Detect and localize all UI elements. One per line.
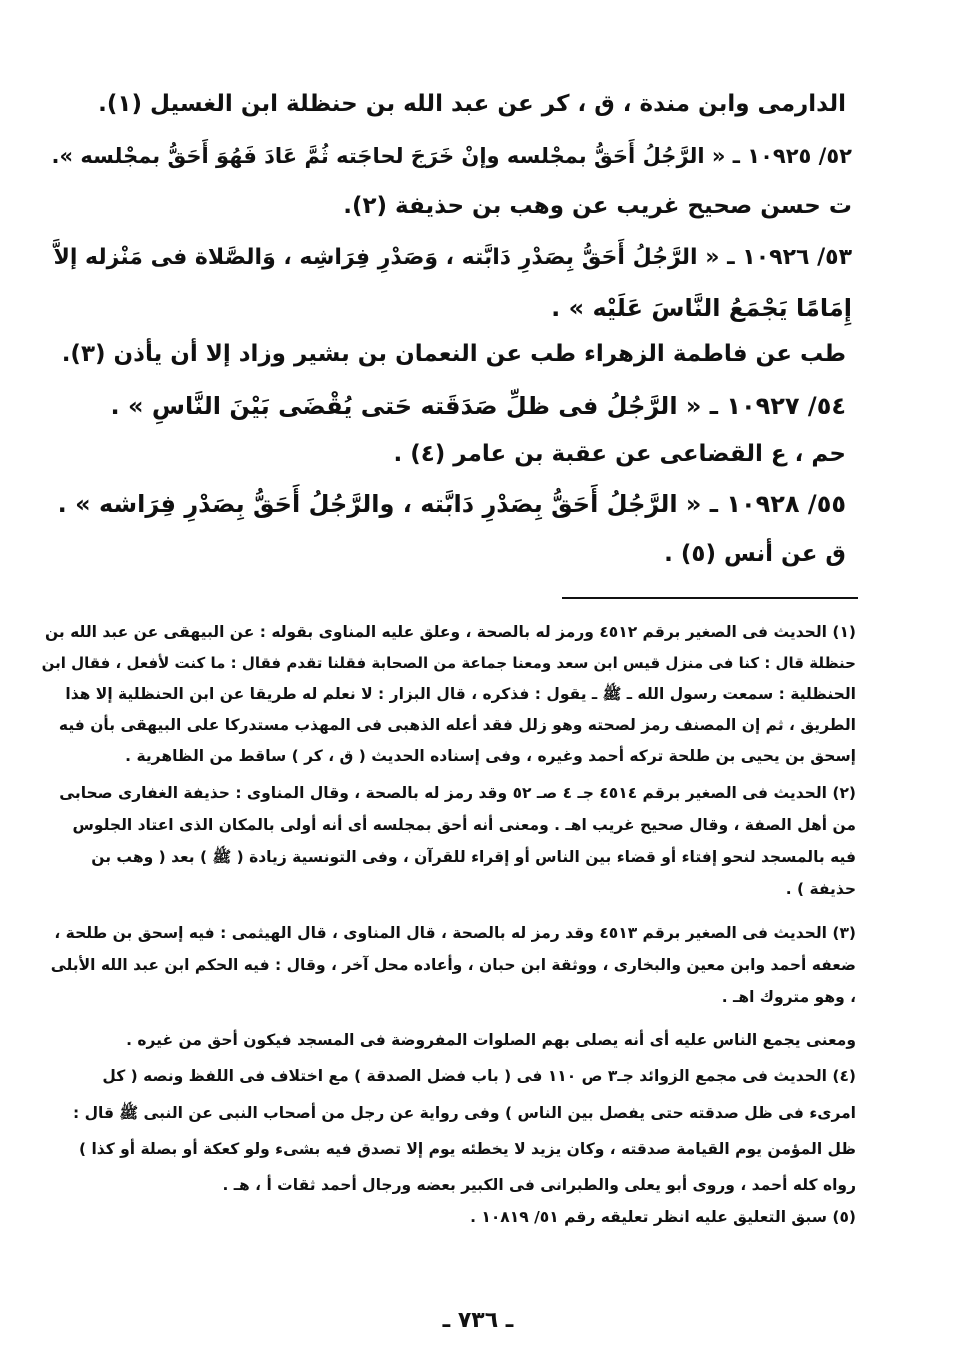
hadith-10926-cont: إِمَامًا يَجْمَعُ النَّاسَ عَلَيْه » . <box>551 294 852 322</box>
hadith-10928: ٥٥/ ١٠٩٢٨ ـ « الرَّجُلُ أَحَقُّ بِصَدْرِ دَابَّته ، والرَّجُلُ أَحَقُّ بِصَدْرِ فِرَاشه » . <box>57 490 846 518</box>
footnote-1-line-3: الحنظلية : سمعت رسول الله ـ ﷺ ـ يقول : فذكره ، قال البزار : لا نعلم له طريقا عن ابن الحنظلية إلا هذا <box>65 685 856 703</box>
footnote-4-line-4: رواه كله أحمد ، وروى أبو يعلى والطبرانى فى الكبير بعضه ورجال أحمد ثقات أ ، هـ . <box>222 1176 856 1194</box>
footnote-3-note: ومعنى يجمع الناس عليه أى أنه يصلى بهم الصلوات المفروضة فى المسجد فيكون أحق من غيره . <box>126 1031 856 1049</box>
footnote-2-line-3: فيه بالمسجد لنحو إفتاء أو قضاء بين الناس أو إقراء للقرآن ، وفى التونسية زيادة ( ﷺ ) بعد ( وهب بن <box>91 848 856 866</box>
footnote-1-line-2: حنظلة قال : كنا فى منزل قيس ابن سعد ومعنا جماعة من الصحابة فقلنا تقدم فقال : ما كنت لأفعل ، فقال ابن <box>41 654 856 672</box>
footnote-1-line-4: الطريق ، ثم إن المصنف رمز لصحته وهو زلل فقد أعله الذهبى فى المهذب مستدركا على البيهقى بأن فيه <box>58 716 856 734</box>
footnote-divider <box>562 597 858 599</box>
hadith-10926: ٥٣/ ١٠٩٢٦ ـ « الرَّجُلُ أَحَقُّ بِصَدْرِ دَابَّته ، وَصَدْرِ فِرَاشِه ، وَالصَّلاة فى مَنْزله إلاَّ <box>53 245 852 270</box>
main-line-3: ت حسن صحيح غريب عن وهب بن حذيفة (٢). <box>343 193 852 219</box>
footnote-1-line-5: إسحق بن يحيى بن طلحة تركه أحمد وغيره ، وفى إسناده الحديث ( ق ، كر ) ساقط من الظاهرية . <box>125 747 856 765</box>
footnote-2-line-1: (٢) الحديث فى الصغير برقم ٤٥١٤ جـ ٤ صـ ٥٢ وقد رمز له بالصحة ، وقال المناوى : حذيفة الغفارى صحابى <box>59 784 856 802</box>
footnote-1-line-1: (١) الحديث فى الصغير برقم ٤٥١٢ ورمز له بالصحة ، وعلق عليه المناوى بقوله : عن البيهقى عن عبد الله بن <box>44 623 856 641</box>
footnote-5: (٥) سبق التعليق عليه انظر تعليقه رقم ٥١/ ١٠٨١٩ . <box>470 1208 856 1226</box>
main-line-6: طب عن فاطمة الزهراء طب عن النعمان بن بشير وزاد إلا أن يأذن (٣). <box>61 341 846 367</box>
hadith-10925: ٥٢/ ١٠٩٢٥ ـ « الرَّجُلُ أَحَقُّ بمجْلسه وإنْ خَرَجَ لحاجَته ثُمَّ عَادَ فَهُوَ أَحَقُّ بمجْلسه ». <box>51 144 852 168</box>
hadith-10927: ٥٤/ ١٠٩٢٧ ـ « الرَّجُلُ فى ظلِّ صَدَقَته حَتى يُقْضَى بَيْنَ النَّاسِ » . <box>110 392 846 420</box>
footnote-3-line-1: (٣) الحديث فى الصغير برقم ٤٥١٣ وقد رمز له بالصحة ، قال المناوى ، قال الهيثمى : فيه إسحق بن طلحة ، <box>54 924 856 942</box>
footnote-2-line-4: حذيفة ) . <box>785 880 856 898</box>
main-line-8: حم ، ع القضاعى عن عقبة بن عامر (٤) . <box>393 441 846 467</box>
footnote-4-line-1: (٤) الحديث فى مجمع الزوائد جـ٣ ص ١١٠ فى ( باب فضل الصدقة ) مع اختلاف فى اللفظ ونصه ( كل <box>102 1067 856 1085</box>
footnote-4-line-3: ظل المؤمن يوم القيامة صدقته ، وكان يزيد لا يخطئه يوم إلا تصدق فيه بشىء ولو كعكة أو بصلة أو كذا ) <box>78 1140 856 1158</box>
footnote-3-line-3: ، وهو متروك اهـ . <box>721 988 856 1006</box>
footnote-2-line-2: من أهل الصفة ، وقال صحيح غريب اهـ . ومعنى أنه أحق بمجلسه أى أنه أولى بالمكان الذى اعتاد الجلوس <box>72 816 856 834</box>
main-line-10: ق عن أنس (٥) . <box>664 541 846 567</box>
footnote-3-line-2: ضعفه أحمد وابن معين والبخارى ، ووثقة ابن حبان ، وأعاده محل آخر ، وقال : فيه الحكم ابن عبد الله الأبلى <box>50 956 856 974</box>
footnote-4-line-2: امرىء فى ظل صدقته حتى يفصل بين الناس ) وفى رواية عن رجل من أصحاب النبى عن النبى ﷺ قال : <box>72 1104 856 1122</box>
main-line-1: الدارمى وابن مندة ، ق ، كر عن عبد الله بن حنظلة ابن الغسيل (١). <box>98 91 846 117</box>
page-number: ـ ٧٣٦ ـ <box>442 1308 514 1333</box>
